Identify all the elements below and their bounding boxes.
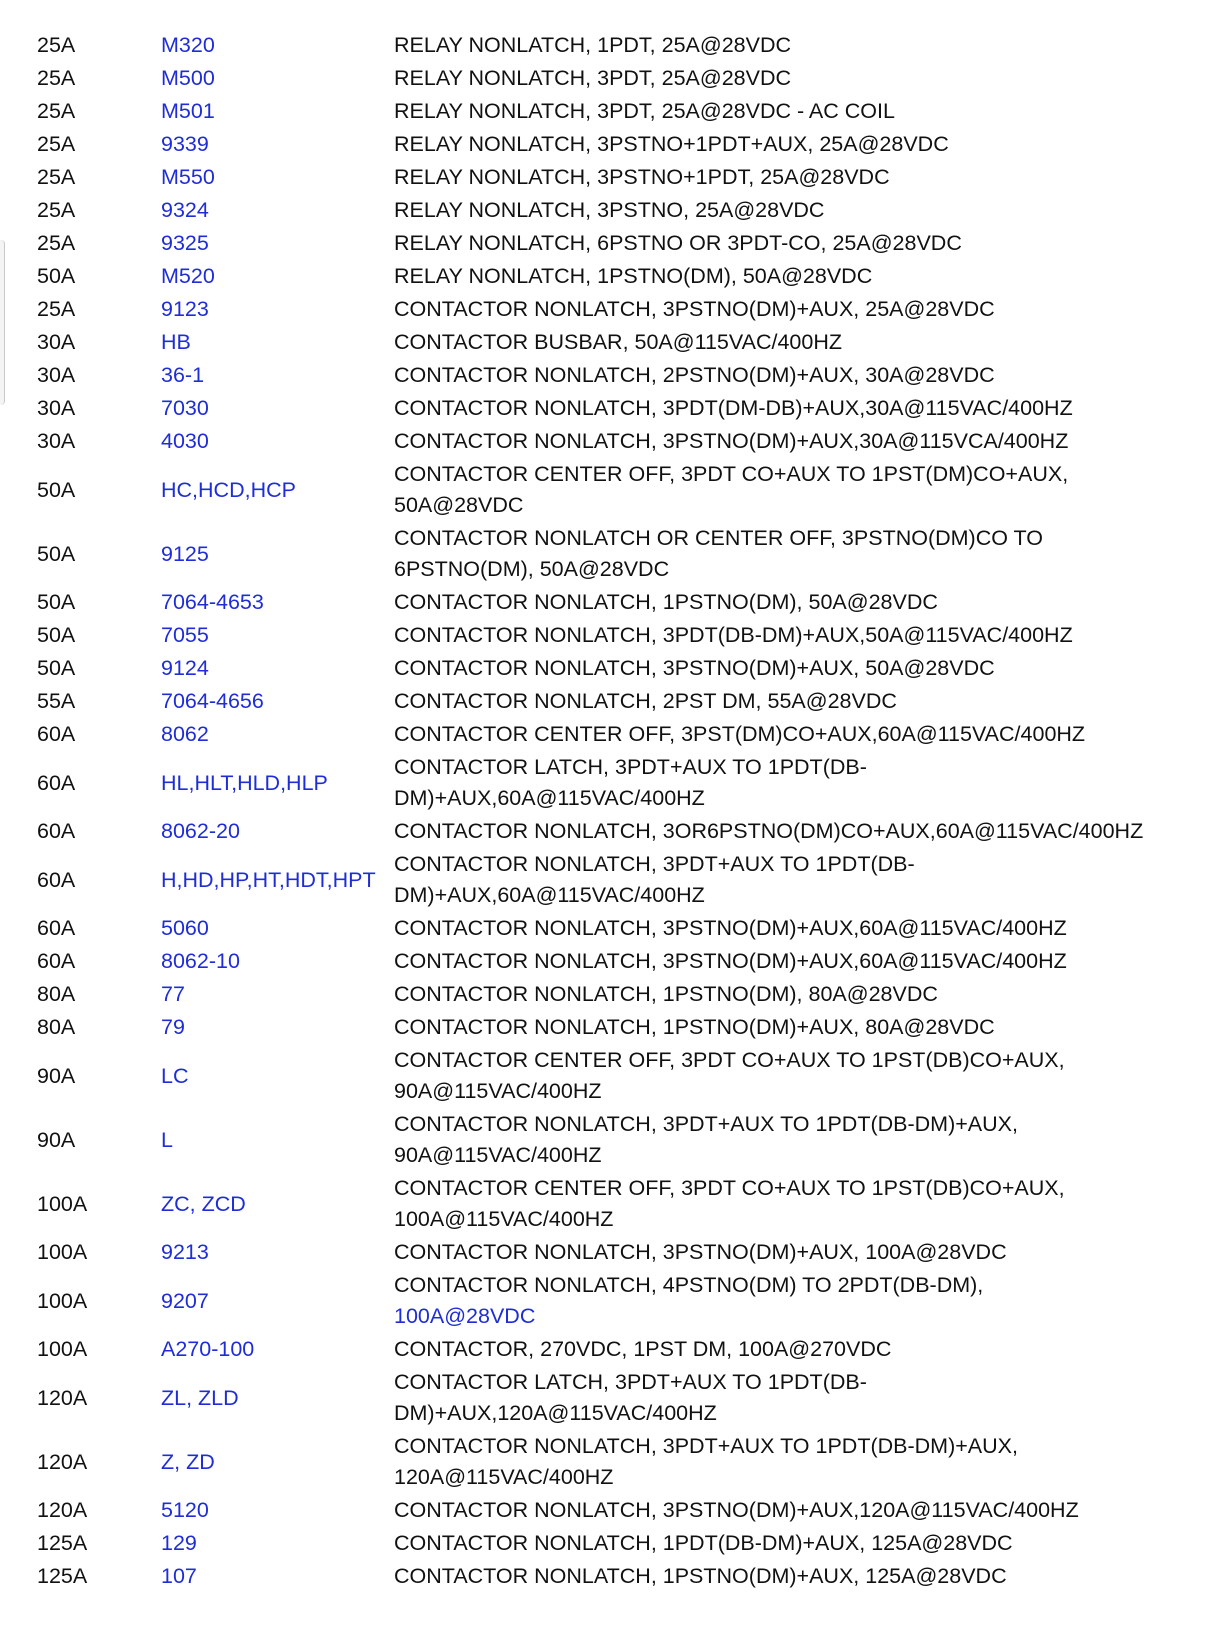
- model-link[interactable]: 9213: [161, 1240, 209, 1264]
- model-cell: [161, 359, 394, 392]
- amperage-cell: 100A: [37, 1191, 88, 1216]
- table-row: [37, 1430, 1194, 1494]
- table-row: [37, 227, 1194, 260]
- amperage-cell: 80A: [37, 1015, 76, 1039]
- description-cell: [394, 293, 1194, 326]
- table-row: [37, 194, 1194, 227]
- description-cell: [394, 458, 1194, 522]
- table-row: [37, 95, 1194, 128]
- description-text: CONTACTOR NONLATCH, 3PDT+AUX TO 1PDT(DB-: [394, 852, 915, 876]
- model-cell: [161, 652, 394, 685]
- table-row: [37, 1172, 1194, 1236]
- description-cell: [394, 128, 1194, 161]
- description-text: RELAY NONLATCH, 1PDT, 25A@28VDC: [394, 33, 792, 57]
- model-cell: [161, 1044, 394, 1108]
- description-text: RELAY NONLATCH, 3PSTNO, 25A@28VDC: [394, 198, 825, 222]
- description-cell: [394, 359, 1194, 392]
- model-cell: [161, 1430, 394, 1494]
- table-row: [37, 29, 1194, 62]
- description-text: CONTACTOR NONLATCH, 1PSTNO(DM)+AUX, 80A@28VDC: [394, 1015, 995, 1039]
- amperage-cell: 60A: [37, 819, 76, 843]
- amperage-cell: 30A: [37, 396, 76, 420]
- amperage-cell: 25A: [37, 33, 76, 57]
- description-text: CONTACTOR CENTER OFF, 3PDT CO+AUX TO 1PST(DM)CO+AUX,: [394, 462, 1069, 486]
- description-cell: [394, 1366, 1194, 1430]
- table-row: [37, 425, 1194, 458]
- table-row: [37, 586, 1194, 619]
- description-cell: [394, 194, 1194, 227]
- model-link[interactable]: 9325: [161, 231, 209, 255]
- model-link[interactable]: M520: [161, 264, 215, 288]
- description-cell: [394, 718, 1194, 751]
- model-link[interactable]: A270-100: [161, 1337, 255, 1361]
- model-link[interactable]: 9339: [161, 132, 209, 156]
- description-cell: [394, 1494, 1194, 1527]
- amperage-cell: 30A: [37, 429, 76, 453]
- description-text: CONTACTOR CENTER OFF, 3PST(DM)CO+AUX,60A@115VAC/400HZ: [394, 722, 1086, 746]
- model-cell: [161, 29, 394, 62]
- description-cell: [394, 29, 1194, 62]
- side-scroll-tab[interactable]: [0, 240, 5, 405]
- table-row: [37, 848, 1194, 912]
- amperage-cell: 25A: [37, 231, 76, 255]
- description-cell: [394, 227, 1194, 260]
- amperage-cell: 80A: [37, 982, 76, 1006]
- description-cell: [394, 848, 1194, 912]
- amperage-cell: 50A: [37, 656, 76, 680]
- model-link[interactable]: 5120: [161, 1498, 209, 1522]
- amperage-cell: 25A: [37, 99, 76, 123]
- model-link[interactable]: 5060: [161, 916, 209, 940]
- description-text: CONTACTOR NONLATCH, 3PDT+AUX TO 1PDT(DB-DM)+AUX,: [394, 1112, 1018, 1136]
- description-text: CONTACTOR CENTER OFF, 3PDT CO+AUX TO 1PST(DB)CO+AUX,: [394, 1176, 1065, 1200]
- amperage-cell: 50A: [37, 623, 76, 647]
- model-link[interactable]: 7064-4653: [161, 590, 264, 614]
- table-row: [37, 945, 1194, 978]
- model-link[interactable]: 4030: [161, 429, 209, 453]
- model-cell: [161, 978, 394, 1011]
- table-row: [37, 128, 1194, 161]
- table-row: [37, 978, 1194, 1011]
- description-cell: [394, 1560, 1194, 1593]
- model-link[interactable]: 9324: [161, 198, 209, 222]
- description-text-continued: DM)+AUX,120A@115VAC/400HZ: [394, 1401, 717, 1425]
- amperage-cell: 25A: [37, 198, 76, 222]
- product-table: [37, 29, 1194, 1593]
- model-cell: [161, 293, 394, 326]
- model-cell: [161, 161, 394, 194]
- amperage-cell: 100A: [37, 1288, 88, 1313]
- table-row: [37, 652, 1194, 685]
- description-cell: [394, 945, 1194, 978]
- description-text: CONTACTOR NONLATCH, 1PSTNO(DM), 50A@28VDC: [394, 590, 938, 614]
- description-text: CONTACTOR NONLATCH, 3PSTNO(DM)+AUX,120A@115VAC/400HZ: [394, 1498, 1079, 1522]
- table-row: [37, 522, 1194, 586]
- model-link[interactable]: M550: [161, 165, 215, 189]
- description-text: CONTACTOR LATCH, 3PDT+AUX TO 1PDT(DB-: [394, 755, 867, 779]
- description-text: CONTACTOR NONLATCH, 3PSTNO(DM)+AUX,60A@115VAC/400HZ: [394, 949, 1067, 973]
- description-cell: [394, 619, 1194, 652]
- description-text: CONTACTOR NONLATCH, 3PSTNO(DM)+AUX,30A@115VCA/400HZ: [394, 429, 1069, 453]
- model-cell: [161, 1108, 394, 1172]
- description-cell: [394, 912, 1194, 945]
- description-text: CONTACTOR NONLATCH, 2PST DM, 55A@28VDC: [394, 689, 897, 713]
- model-link[interactable]: HC,HCD,HCP: [161, 477, 296, 502]
- table-row: [37, 326, 1194, 359]
- table-row: [37, 62, 1194, 95]
- description-text-continued: 90A@115VAC/400HZ: [394, 1079, 602, 1103]
- description-cell: [394, 1430, 1194, 1494]
- model-cell: [161, 227, 394, 260]
- description-cell: [394, 1236, 1194, 1269]
- description-cell: [394, 392, 1194, 425]
- amperage-cell: 60A: [37, 916, 76, 940]
- model-cell: [161, 586, 394, 619]
- description-text-continued: 50A@28VDC: [394, 493, 524, 517]
- model-cell: [161, 1333, 394, 1366]
- description-cell: [394, 1011, 1194, 1044]
- description-text: RELAY NONLATCH, 3PDT, 25A@28VDC: [394, 66, 792, 90]
- amperage-cell: 100A: [37, 1337, 88, 1361]
- description-text-continued: 6PSTNO(DM), 50A@28VDC: [394, 557, 670, 581]
- amperage-cell: 120A: [37, 1385, 88, 1410]
- amperage-cell: 55A: [37, 689, 76, 713]
- description-cell: [394, 1044, 1194, 1108]
- model-cell: [161, 194, 394, 227]
- description-cell: [394, 1172, 1194, 1236]
- table-row: [37, 912, 1194, 945]
- table-row: [37, 359, 1194, 392]
- model-link[interactable]: 8062: [161, 722, 209, 746]
- description-text: CONTACTOR NONLATCH, 3PDT(DB-DM)+AUX,50A@115VAC/400HZ: [394, 623, 1073, 647]
- model-cell: [161, 848, 394, 912]
- amperage-cell: 120A: [37, 1498, 88, 1522]
- product-table-body: [37, 29, 1194, 1593]
- model-link[interactable]: 9125: [161, 541, 209, 566]
- description-text: CONTACTOR NONLATCH, 3PSTNO(DM)+AUX,60A@115VAC/400HZ: [394, 916, 1067, 940]
- model-cell: [161, 1011, 394, 1044]
- table-row: [37, 1366, 1194, 1430]
- description-cell: [394, 326, 1194, 359]
- table-row: [37, 1236, 1194, 1269]
- model-link[interactable]: 129: [161, 1531, 197, 1555]
- model-link[interactable]: 107: [161, 1564, 197, 1588]
- model-link[interactable]: M501: [161, 99, 215, 123]
- model-cell: [161, 1172, 394, 1236]
- model-cell: [161, 945, 394, 978]
- table-row: [37, 685, 1194, 718]
- model-cell: [161, 1269, 394, 1333]
- description-text: RELAY NONLATCH, 1PSTNO(DM), 50A@28VDC: [394, 264, 873, 288]
- description-text: CONTACTOR NONLATCH, 3PSTNO(DM)+AUX, 25A@28VDC: [394, 297, 995, 321]
- model-cell: [161, 1527, 394, 1560]
- description-cell: [394, 522, 1194, 586]
- description-cell: [394, 95, 1194, 128]
- description-text-continued: DM)+AUX,60A@115VAC/400HZ: [394, 883, 705, 907]
- description-text: CONTACTOR NONLATCH, 3PDT(DM-DB)+AUX,30A@115VAC/400HZ: [394, 396, 1073, 420]
- model-link[interactable]: M320: [161, 33, 215, 57]
- description-cell: [394, 978, 1194, 1011]
- description-text: CONTACTOR CENTER OFF, 3PDT CO+AUX TO 1PST(DB)CO+AUX,: [394, 1048, 1065, 1072]
- description-text: CONTACTOR NONLATCH, 4PSTNO(DM) TO 2PDT(DB-DM),: [394, 1273, 984, 1297]
- amperage-cell: 25A: [37, 66, 76, 90]
- description-text: CONTACTOR NONLATCH, 3OR6PSTNO(DM)CO+AUX,60A@115VAC/400HZ: [394, 819, 1144, 843]
- model-cell: [161, 619, 394, 652]
- model-link[interactable]: 36-1: [161, 363, 205, 387]
- description-text: RELAY NONLATCH, 3PDT, 25A@28VDC - AC COIL: [394, 99, 895, 123]
- model-cell: [161, 392, 394, 425]
- amperage-cell: 100A: [37, 1240, 88, 1264]
- model-cell: [161, 62, 394, 95]
- description-cell: [394, 751, 1194, 815]
- model-link[interactable]: M500: [161, 66, 215, 90]
- model-cell: [161, 912, 394, 945]
- model-cell: [161, 1236, 394, 1269]
- amperage-cell: 30A: [37, 363, 76, 387]
- model-link[interactable]: Z, ZD: [161, 1449, 215, 1474]
- description-text: CONTACTOR, 270VDC, 1PST DM, 100A@270VDC: [394, 1337, 892, 1361]
- model-link[interactable]: 9207: [161, 1288, 209, 1313]
- description-text: CONTACTOR LATCH, 3PDT+AUX TO 1PDT(DB-: [394, 1370, 867, 1394]
- amperage-cell: 25A: [37, 132, 76, 156]
- model-cell: [161, 751, 394, 815]
- amperage-cell: 50A: [37, 477, 76, 502]
- model-cell: [161, 458, 394, 522]
- model-link[interactable]: 9124: [161, 656, 209, 680]
- model-link[interactable]: 8062-10: [161, 949, 240, 973]
- model-cell: [161, 718, 394, 751]
- description-cell: [394, 1527, 1194, 1560]
- description-text: CONTACTOR NONLATCH OR CENTER OFF, 3PSTNO(DM)CO TO: [394, 526, 1044, 550]
- description-text: RELAY NONLATCH, 3PSTNO+1PDT+AUX, 25A@28VDC: [394, 132, 949, 156]
- model-link[interactable]: LC: [161, 1063, 189, 1088]
- amperage-cell: 90A: [37, 1127, 76, 1152]
- model-link[interactable]: HL,HLT,HLD,HLP: [161, 770, 328, 795]
- model-cell: [161, 425, 394, 458]
- table-row: [37, 751, 1194, 815]
- amperage-cell: 120A: [37, 1449, 88, 1474]
- description-text: CONTACTOR NONLATCH, 3PSTNO(DM)+AUX, 50A@28VDC: [394, 656, 995, 680]
- model-cell: [161, 128, 394, 161]
- description-cell: [394, 586, 1194, 619]
- table-row: [37, 260, 1194, 293]
- description-cell: [394, 62, 1194, 95]
- description-cell: [394, 1269, 1194, 1333]
- description-text-continued: 100A@115VAC/400HZ: [394, 1207, 614, 1231]
- description-cell: [394, 1333, 1194, 1366]
- model-cell: [161, 1560, 394, 1593]
- table-row: [37, 161, 1194, 194]
- table-row: [37, 619, 1194, 652]
- table-row: [37, 1108, 1194, 1172]
- description-text: CONTACTOR NONLATCH, 3PDT+AUX TO 1PDT(DB-DM)+AUX,: [394, 1434, 1018, 1458]
- amperage-cell: 50A: [37, 541, 76, 566]
- table-row: [37, 392, 1194, 425]
- model-link[interactable]: 7064-4656: [161, 689, 264, 713]
- description-cell: [394, 652, 1194, 685]
- table-row: [37, 1494, 1194, 1527]
- table-row: [37, 1560, 1194, 1593]
- amperage-cell: 50A: [37, 590, 76, 614]
- amperage-cell: 30A: [37, 330, 76, 354]
- model-cell: [161, 260, 394, 293]
- description-text: CONTACTOR NONLATCH, 3PSTNO(DM)+AUX, 100A@28VDC: [394, 1240, 1007, 1264]
- amperage-cell: 25A: [37, 165, 76, 189]
- table-row: [37, 1333, 1194, 1366]
- amperage-cell: 90A: [37, 1063, 76, 1088]
- description-text: RELAY NONLATCH, 6PSTNO OR 3PDT-CO, 25A@28VDC: [394, 231, 962, 255]
- description-link[interactable]: 100A@28VDC: [394, 1304, 536, 1328]
- description-text-continued: 120A@115VAC/400HZ: [394, 1465, 614, 1489]
- model-link[interactable]: H,HD,HP,HT,HDT,HPT: [161, 867, 376, 892]
- description-text: RELAY NONLATCH, 3PSTNO+1PDT, 25A@28VDC: [394, 165, 890, 189]
- model-link[interactable]: 9123: [161, 297, 209, 321]
- model-link[interactable]: ZL, ZLD: [161, 1385, 239, 1410]
- description-cell: [394, 815, 1194, 848]
- model-cell: [161, 95, 394, 128]
- model-link[interactable]: 8062-20: [161, 819, 240, 843]
- amperage-cell: 25A: [37, 297, 76, 321]
- model-link[interactable]: HB: [161, 330, 191, 354]
- description-text: CONTACTOR NONLATCH, 2PSTNO(DM)+AUX, 30A@28VDC: [394, 363, 995, 387]
- model-link[interactable]: 77: [161, 982, 185, 1006]
- model-link[interactable]: 7055: [161, 623, 209, 647]
- table-row: [37, 1527, 1194, 1560]
- amperage-cell: 60A: [37, 770, 76, 795]
- model-link[interactable]: 7030: [161, 396, 209, 420]
- table-row: [37, 1269, 1194, 1333]
- amperage-cell: 60A: [37, 949, 76, 973]
- amperage-cell: 60A: [37, 867, 76, 892]
- amperage-cell: 125A: [37, 1531, 88, 1555]
- description-text-continued: 90A@115VAC/400HZ: [394, 1143, 602, 1167]
- amperage-cell: 60A: [37, 722, 76, 746]
- description-cell: [394, 260, 1194, 293]
- model-cell: [161, 1494, 394, 1527]
- description-cell: [394, 1108, 1194, 1172]
- model-link[interactable]: ZC, ZCD: [161, 1191, 246, 1216]
- model-cell: [161, 326, 394, 359]
- table-row: [37, 815, 1194, 848]
- amperage-cell: 50A: [37, 264, 76, 288]
- model-link[interactable]: L: [161, 1127, 173, 1152]
- table-row: [37, 1011, 1194, 1044]
- description-cell: [394, 425, 1194, 458]
- table-row: [37, 293, 1194, 326]
- table-row: [37, 718, 1194, 751]
- description-text: CONTACTOR NONLATCH, 1PSTNO(DM)+AUX, 125A@28VDC: [394, 1564, 1007, 1588]
- description-text: CONTACTOR NONLATCH, 1PSTNO(DM), 80A@28VDC: [394, 982, 938, 1006]
- description-text: CONTACTOR BUSBAR, 50A@115VAC/400HZ: [394, 330, 842, 354]
- model-cell: [161, 1366, 394, 1430]
- model-cell: [161, 685, 394, 718]
- model-cell: [161, 522, 394, 586]
- description-cell: [394, 161, 1194, 194]
- description-text-continued: DM)+AUX,60A@115VAC/400HZ: [394, 786, 705, 810]
- amperage-cell: 125A: [37, 1564, 88, 1588]
- model-cell: [161, 815, 394, 848]
- model-link[interactable]: 79: [161, 1015, 185, 1039]
- table-row: [37, 458, 1194, 522]
- table-row: [37, 1044, 1194, 1108]
- description-text: CONTACTOR NONLATCH, 1PDT(DB-DM)+AUX, 125A@28VDC: [394, 1531, 1013, 1555]
- description-cell: [394, 685, 1194, 718]
